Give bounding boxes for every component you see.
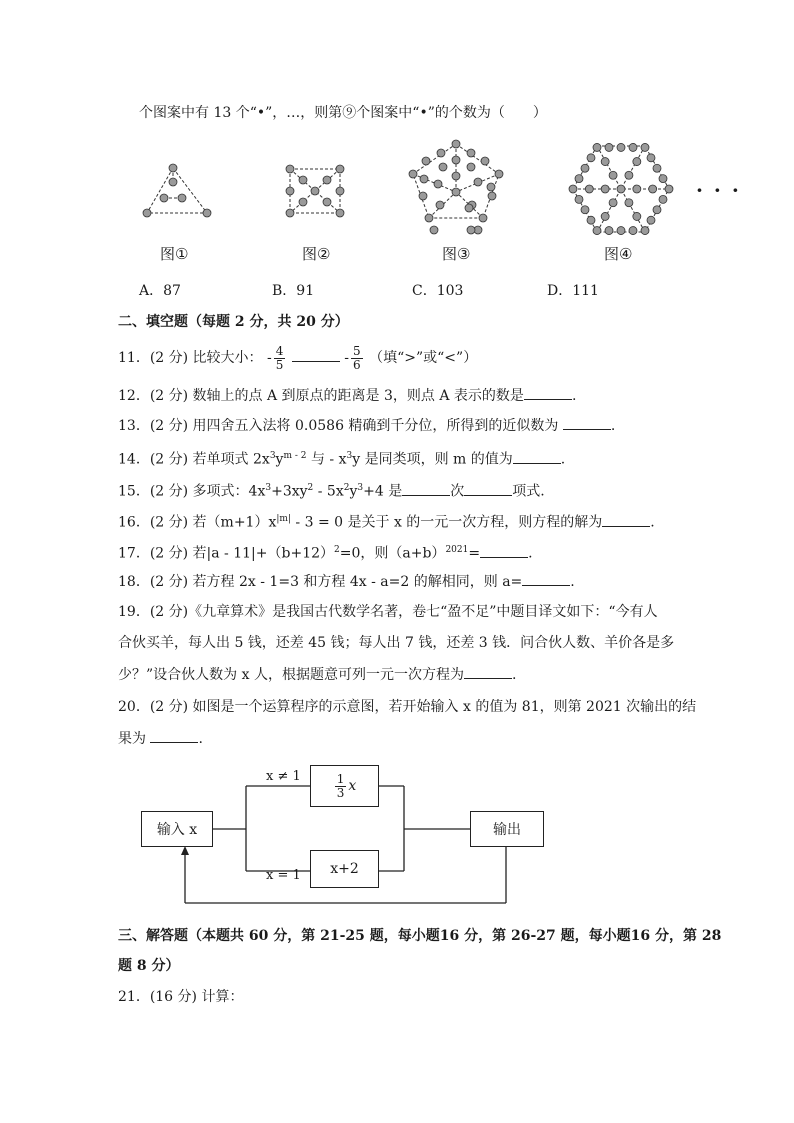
q12-blank [524,385,572,400]
q14: 14．(2 分) 若单项式 $2x^3y^{m - 2}$ 与 - $x^3y$ 是同类项，则 m 的值为 . [118,446,565,470]
pattern-dot [629,143,637,151]
figure-caption-4: 图④ [604,245,633,263]
pattern-dot [575,195,583,203]
pattern-dot [625,199,633,207]
pattern-dot [436,201,444,209]
q15: 15．(2 分) 多项式：$4x^3+3xy^2 - 5x^2y^3+4$ 是 次 项式. [118,478,545,502]
figure-caption-1: 图① [160,245,189,263]
pattern-dot [633,185,641,193]
flow-cond-bottom: x = 1 [266,868,301,883]
pattern-dot [633,158,641,166]
pattern-dot [336,187,344,195]
pattern-dot [143,209,151,217]
q13: 13．(2 分) 用四舍五入法将 0.0586 精确到千分位，所得到的近似数为 . [118,415,615,436]
pattern-dot [160,194,168,202]
option-b: B．91 [272,283,315,299]
pattern-dot [169,178,177,186]
pattern-dot [593,143,601,151]
q19-line3: 少？”设合伙人数为 x 人，根据题意可列一元一次方程为 . [118,664,516,685]
pattern-dot [617,143,625,151]
pattern-dot [601,212,609,220]
pattern-dot [659,175,667,183]
pattern-dot [653,206,661,214]
pattern-dot [617,185,625,193]
pattern-dot [647,154,655,162]
q18-blank [522,571,570,586]
pattern-dot [169,164,177,172]
pattern-dot [467,226,475,234]
flowchart-lines [0,755,794,935]
q17: 17．(2 分) 若$|a - 11|+(b+12)^2=0$，则$(a+b)^{2021}=$ . [118,540,533,564]
pattern-dot [609,199,617,207]
section3-title-line2: 题 8 分） [118,958,180,974]
pattern-dot [581,164,589,172]
pattern-dot [629,227,637,235]
q20-line1: 20．(2 分) 如图是一个运算程序的示意图，若开始输入 x 的值为 81，则第 2021 次输出的结 [118,699,697,715]
pattern-dot [425,214,433,222]
flow-cond-top: x ≠ 1 [266,769,301,784]
q20-line2: 果为 . [118,728,203,749]
q20-blank [150,728,198,743]
q19-blank [464,664,512,679]
pattern-dot [585,185,593,193]
q11-frac2: $\frac{5}{6}$ [353,343,361,372]
pattern-dot [311,187,319,195]
pattern-dot [495,170,503,178]
pattern-dot [422,157,430,165]
pattern-dot [605,227,613,235]
pattern-dot [609,171,617,179]
option-c: C．103 [412,283,464,299]
q21: 21．(16 分) 计算： [118,989,244,1005]
pattern-dot [178,194,186,202]
pattern-dot [467,149,475,157]
flow-op-top: $\frac{1}{3}$ x [310,765,379,807]
pattern-dot [420,175,428,183]
pattern-dot [653,164,661,172]
pattern-dot [575,175,583,183]
pattern-dot [625,171,633,179]
pattern-dot [336,165,344,173]
q13-blank [563,415,611,430]
q10-tail: 个图案中有 13 个“•”，…，则第⑨个图案中“•”的个数为（ ） [139,105,547,121]
pattern-dot [649,185,657,193]
pattern-dot [641,143,649,151]
pattern-dot [587,216,595,224]
pattern-dot [488,192,496,200]
q18: 18．(2 分) 若方程 2x - 1=3 和方程 4x - a=2 的解相同，则 a= . [118,571,575,592]
pattern-dot [437,149,445,157]
pattern-dot [323,198,331,206]
pattern-dot [467,163,475,171]
pattern-dot [481,157,489,165]
option-d: D．111 [547,283,599,299]
figures-ellipsis: · · · [696,178,741,202]
q16-blank [602,512,650,527]
flow-input-box: 输入 x [141,811,213,847]
q12: 12．(2 分) 数轴上的点 A 到原点的距离是 3，则点 A 表示的数是 . [118,385,576,406]
flow-output-box: 输出 [470,811,544,847]
pattern-dot [647,216,655,224]
q11: 11．(2 分) 比较大小： - $\frac{4}{5}$ - $\frac{5}{6}$ （填“>”或“<”） [118,343,478,372]
pattern-dot [299,198,307,206]
q19-line1: 19．(2 分)《九章算术》是我国古代数学名著，卷七“盈不足”中题目译文如下：“今有人 [118,604,658,620]
pattern-dot [452,188,460,196]
q17-blank [480,543,528,558]
pattern-dot [587,154,595,162]
pattern-dot [479,214,487,222]
flow-op-bottom: x+2 [310,850,379,888]
figure-caption-3: 图③ [442,245,471,263]
q11-suffix: （填“>”或“<”） [369,350,478,366]
pattern-dot [286,187,294,195]
pattern-dot [465,204,473,212]
pattern-dot [336,209,344,217]
pattern-dot [452,156,460,164]
pattern-figures [0,0,794,240]
pattern-dot [569,185,577,193]
q14-blank [513,449,561,464]
pattern-dot [633,212,641,220]
q11-blank [292,347,340,362]
pattern-dot [286,209,294,217]
q19-line2: 合伙买羊，每人出 5 钱，还差 45 钱；每人出 7 钱，还差 3 钱．问合伙人数、羊价各是多 [118,635,675,651]
pattern-dot [323,176,331,184]
pattern-dot [659,195,667,203]
pattern-dot [665,185,673,193]
pattern-dot [452,172,460,180]
q16: 16．(2 分) 若$(m+1)x^{|m|} - 3 = 0$ 是关于 x 的一元一次方程，则方程的解为 . [118,509,655,533]
pattern-dot [409,170,417,178]
pattern-dot [430,226,438,234]
q15-blank-2 [464,481,512,496]
pattern-dot [419,192,427,200]
pattern-dot [593,227,601,235]
pattern-dot [452,140,460,148]
section2-title: 二、填空题（每题 2 分，共 20 分） [118,314,349,330]
pattern-dot [581,206,589,214]
section3-title-line1: 三、解答题（本题共 60 分，第 21-25 题，每小题16 分，第 26-27 题，每小题16 分，第 28 [118,928,722,944]
pattern-dot [299,176,307,184]
pattern-dot [617,227,625,235]
pattern-dot [434,180,442,188]
pattern-dot [286,165,294,173]
pattern-dot [601,185,609,193]
figure-caption-2: 图② [302,245,331,263]
pattern-dot [605,143,613,151]
pattern-dot [203,209,211,217]
pattern-dot [487,183,495,191]
pattern-dot [641,227,649,235]
q15-blank-1 [402,481,450,496]
pattern-dot [439,163,447,171]
pattern-dot [601,158,609,166]
pattern-dot [474,178,482,186]
q11-prefix: 11．(2 分) 比较大小： [118,350,263,366]
q11-frac1: $\frac{4}{5}$ [275,343,284,372]
option-a: A．87 [139,283,181,299]
